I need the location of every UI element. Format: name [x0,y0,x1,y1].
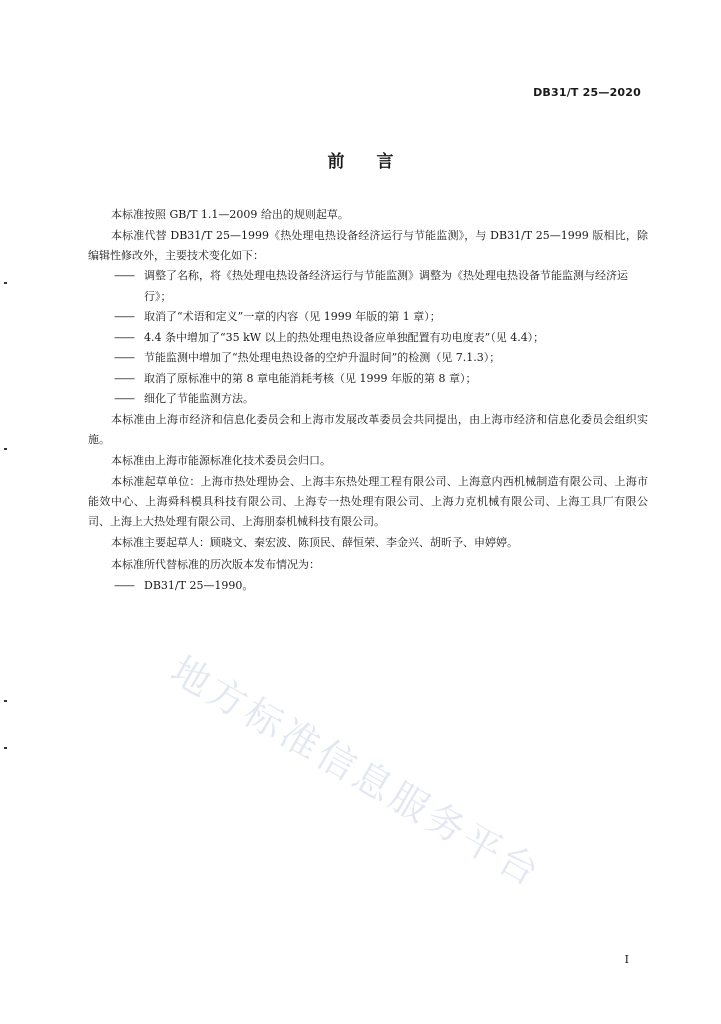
paragraph-proposed-by: 本标准由上海市经济和信息化委员会和上海市发展改革委员会共同提出，由上海市经济和信息化委员会组织实施。 [88,412,648,446]
list-dash: —— [114,351,134,364]
list-item-text: 4.4 条中增加了“35 kW 以上的热处理电热设备应单独配置有功电度表”（见 4.4）； [144,330,545,344]
page-title: 前言 [327,152,426,172]
page-number: I [624,953,629,966]
list-item [88,389,648,410]
list-dash: —— [114,392,134,405]
list-dash: —— [114,310,134,323]
list-item [88,576,648,597]
list-dash: —— [114,269,134,282]
list-dash: —— [114,330,134,344]
paragraph-drafters: 本标准主要起草人：顾晓文、秦宏波、陈顶民、薛恒荣、李金兴、胡昕予、申婷婷。 [111,535,518,549]
list-item [88,369,648,390]
history-list [88,576,648,597]
scan-edge-mark [4,700,7,702]
watermark: 地方标准信息服务平台 [163,647,550,896]
list-item-text: 节能监测中增加了“热处理电热设备的空炉升温时间”的检测（见 7.1.3）； [144,351,501,364]
list-dash: —— [114,578,134,592]
paragraph-history: 本标准所代替标准的历次版本发布情况为： [111,557,320,571]
list-item [88,307,648,328]
list-item [88,266,648,307]
list-dash: —— [114,371,134,385]
paragraph-drafting-units: 本标准起草单位：上海市热处理协会、上海丰东热处理工程有限公司、上海意内西机械制造有限公司、上海市能效中心、上海舜科模具科技有限公司、上海专一热处理有限公司、上海力克机械有限公司、上海工具厂有限公司、上海上大热处理有限公司、上海朋泰机械科技有限公司。 [88,474,648,528]
scan-edge-mark [4,282,7,284]
changes-list [88,266,648,410]
standard-code: DB31/T 25—2020 [533,86,641,99]
list-item-text: 细化了节能监测方法。 [144,392,254,405]
paragraph-centralized-by: 本标准由上海市能源标准化技术委员会归口。 [111,453,331,467]
list-item [88,348,648,369]
list-item [88,328,648,349]
list-item-text: 调整了名称，将《热处理电热设备经济运行与节能监测》调整为《热处理电热设备节能监测与经济运行》； [144,269,628,303]
list-item-text: DB31/T 25—1990。 [144,578,254,592]
scan-edge-mark [4,448,7,450]
paragraph-drafting-rules: 本标准按照 GB/T 1.1—2009 给出的规则起草。 [111,208,349,221]
list-item-text: 取消了原标准中的第 8 章电能消耗考核（见 1999 年版的第 8 章）； [144,371,477,385]
foreword-body [88,204,648,596]
list-item-text: 取消了“术语和定义”一章的内容（见 1999 年版的第 1 章）； [144,310,441,323]
paragraph-replaces: 本标准代替 DB31/T 25—1999《热处理电热设备经济运行与节能监测》，与 DB31/T 25—1999 版相比，除编辑性修改外，主要技术变化如下： [88,229,648,262]
scan-edge-mark [4,747,7,749]
